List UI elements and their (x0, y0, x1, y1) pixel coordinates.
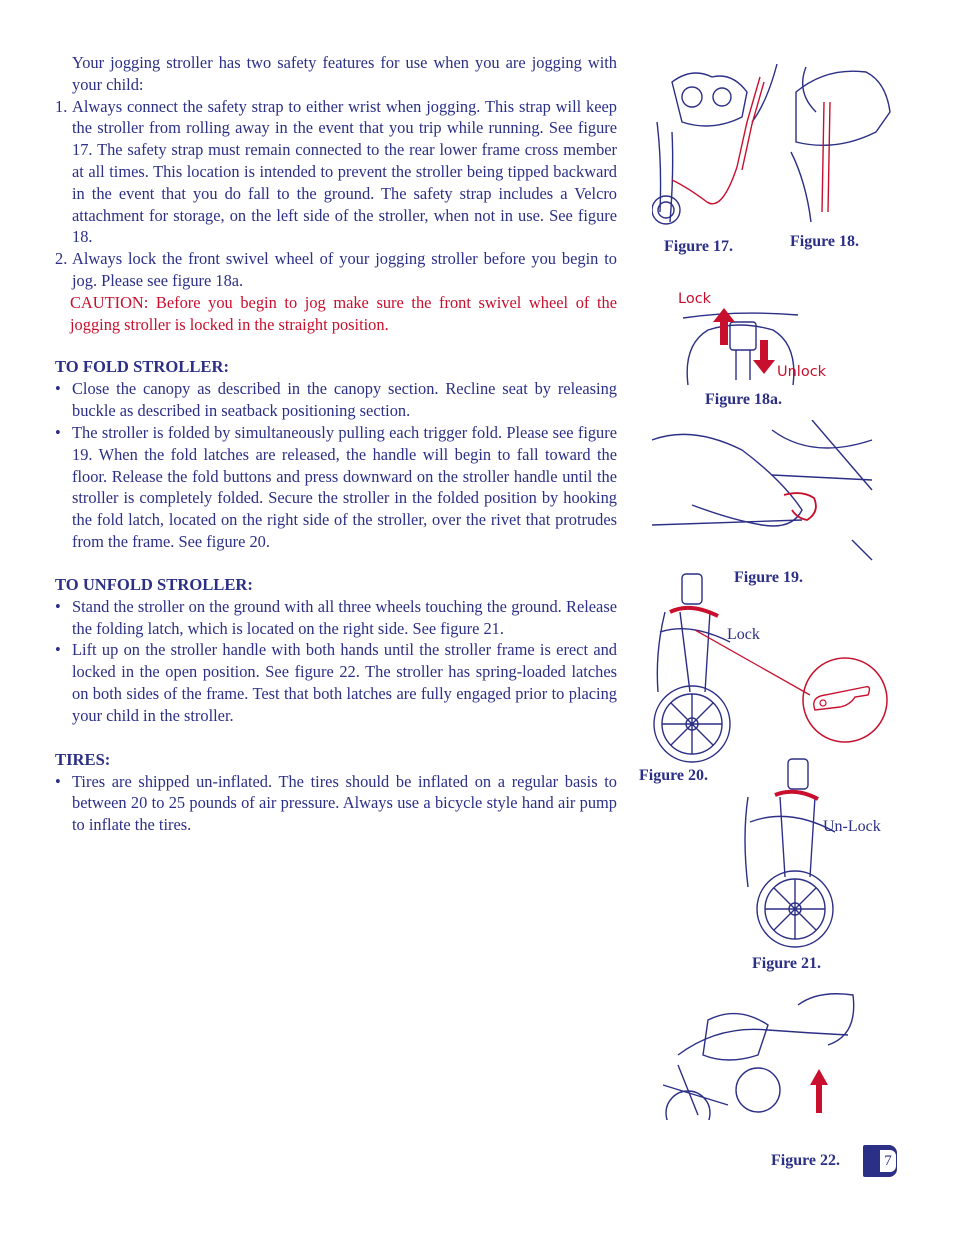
figure-18-caption: Figure 18. (790, 233, 860, 250)
fold-bullet-1 (55, 378, 617, 422)
page-number: 7 (880, 1150, 896, 1172)
figure-18-illustration (786, 62, 892, 232)
bullet-text: The stroller is folded by simultaneously pulling each trigger fold. Please see figure 19. When the fold latches are released, the handle will begin to fall toward the floor. Release the fold buttons and press downward on the stroller handle until the stroller is completely folded. Secure the stroller in the folded position by hooking the fold latch, located on the right side of the stroller, over the rivet that protrudes from the frame. See figure 20. (72, 422, 617, 551)
fold-heading: TO FOLD STROLLER: (55, 357, 229, 377)
figure-21-caption: Figure 21. (752, 955, 822, 972)
unfold-bullet-1 (55, 596, 617, 640)
figure-20-lock-label: Lock (727, 626, 760, 643)
item-marker: 1. (55, 96, 68, 116)
unfold-heading: TO UNFOLD STROLLER: (55, 574, 253, 594)
figure-18a-lock-label: Lock (678, 291, 712, 307)
figure-17-caption: Figure 17. (664, 238, 734, 255)
bullet-text: Lift up on the stroller handle with both hands until the stroller frame is erect and locked in the open position. See figure 22. The stroller has spring-loaded latches on both sides of the frame. Test that both latches are fully engaged prior to placing your child in the stroller. (72, 640, 617, 725)
figure-18a-caption: Figure 18a. (705, 391, 783, 408)
bullet: • (55, 422, 61, 442)
figure-19-illustration (652, 420, 874, 565)
intro-paragraph: Your jogging stroller has two safety features for use when you are jogging with your child: (72, 53, 617, 94)
unfold-bullet-2 (55, 639, 617, 726)
figure-19-caption: Figure 19. (734, 569, 804, 586)
safety-item-2 (55, 248, 617, 292)
figure-21-unlock-label: Un-Lock (823, 818, 881, 835)
fold-bullet-2 (55, 422, 617, 553)
item-text: Always connect the safety strap to either wrist when jogging. This strap will keep the stroller from rolling away in the event that you trip while running. See figure 17. The safety strap must remain connected to the rear lower frame cross member at all times. This location is intended to prevent the stroller being tipped backward in the event that you do fall to the ground. The safety strap includes a Velcro attachment for storage, on the left side of the stroller, when not in use. See figure 18. (72, 96, 617, 247)
bullet-text: Stand the stroller on the ground with all three wheels touching the ground. Release the folding latch, which is located on the right side. See figure 21. (72, 596, 617, 638)
safety-item-1 (55, 96, 617, 249)
figure-22-illustration (658, 985, 858, 1120)
bullet: • (55, 379, 61, 399)
figure-17-illustration (652, 62, 780, 232)
tires-heading: TIRES: (55, 749, 111, 769)
latch-detail-callout (690, 625, 890, 745)
figure-18a-unlock-label: Unlock (777, 364, 827, 380)
figure-21-illustration (740, 757, 840, 952)
item-marker: 2. (55, 249, 68, 269)
tires-bullet-1 (55, 771, 617, 836)
bullet: • (55, 771, 61, 791)
lift-up-arrow-icon (810, 1069, 828, 1113)
bullet: • (55, 596, 61, 616)
text-column (55, 52, 617, 836)
figure-22-caption: Figure 22. (771, 1152, 841, 1169)
item-text: Always lock the front swivel wheel of your jogging stroller before you begin to jog. Please see figure 18a. (72, 249, 617, 290)
figure-20-caption: Figure 20. (639, 767, 709, 784)
caution-note: CAUTION: Before you begin to jog make sure the front swivel wheel of the jogging stroller is locked in the straight position. (70, 292, 617, 334)
bullet: • (55, 640, 61, 660)
bullet-text: Close the canopy as described in the canopy section. Recline seat by releasing buckle as described in seatback positioning section. (72, 379, 617, 421)
bullet-text: Tires are shipped un-inflated. The tires should be inflated on a regular basis to between 20 to 25 pounds of air pressure. Always use a bicycle style hand air pump to inflate the tires. (72, 771, 617, 835)
